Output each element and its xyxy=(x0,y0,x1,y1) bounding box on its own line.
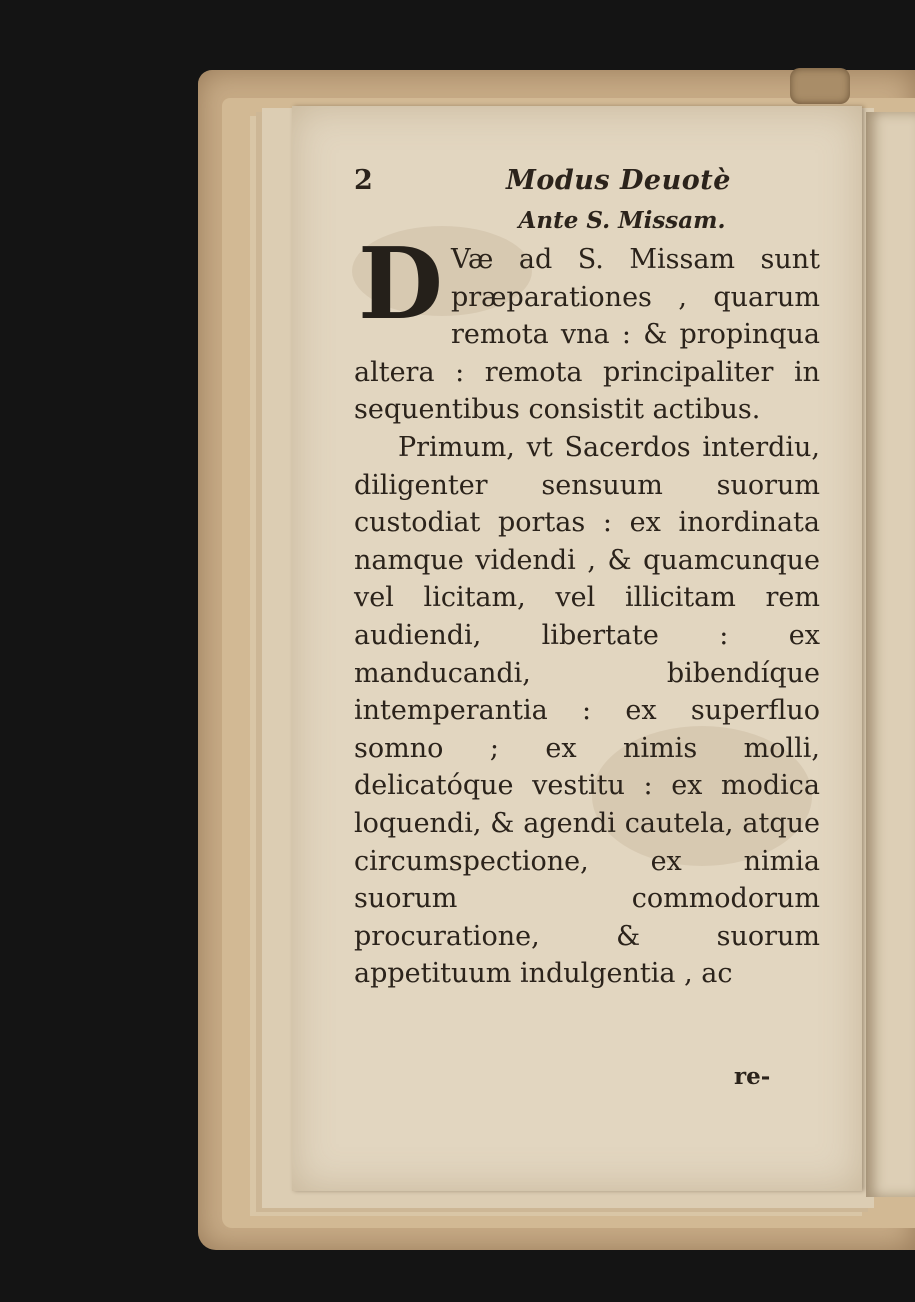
section-title: Ante S. Missam. xyxy=(518,207,726,234)
drop-cap-initial: D xyxy=(358,227,443,342)
binding-knot xyxy=(790,68,850,104)
running-head: Modus Deuotè xyxy=(506,165,731,196)
paragraph-1-text: Væ ad S. Missam sunt præparationes , quarum remota vna : & propinqua altera : remota principaliter in sequentibus consistit actibus. xyxy=(354,244,820,426)
facing-page-edge xyxy=(866,112,915,1197)
page-header xyxy=(354,165,820,199)
paragraph-1 xyxy=(354,227,820,429)
page-number: 2 xyxy=(354,165,373,196)
catchword: re- xyxy=(734,1063,771,1090)
page-text xyxy=(354,165,820,993)
paragraph-2: Primum, vt Sacerdos interdiu, diligenter sensuum suorum custodiat portas : ex inordinata namque videndi , & quamcunque vel licitam, vel illicitam rem audiendi, libertate : ex manducandi, bibendíque intemperantia : ex superfluo somno ; ex nimis molli, delicatóque vestitu : ex modica loquendi, & agendi cautela, atque circumspectione, ex nimia suorum commodorum procuratione, & suorum appetituum indulgentia , ac xyxy=(354,431,820,990)
